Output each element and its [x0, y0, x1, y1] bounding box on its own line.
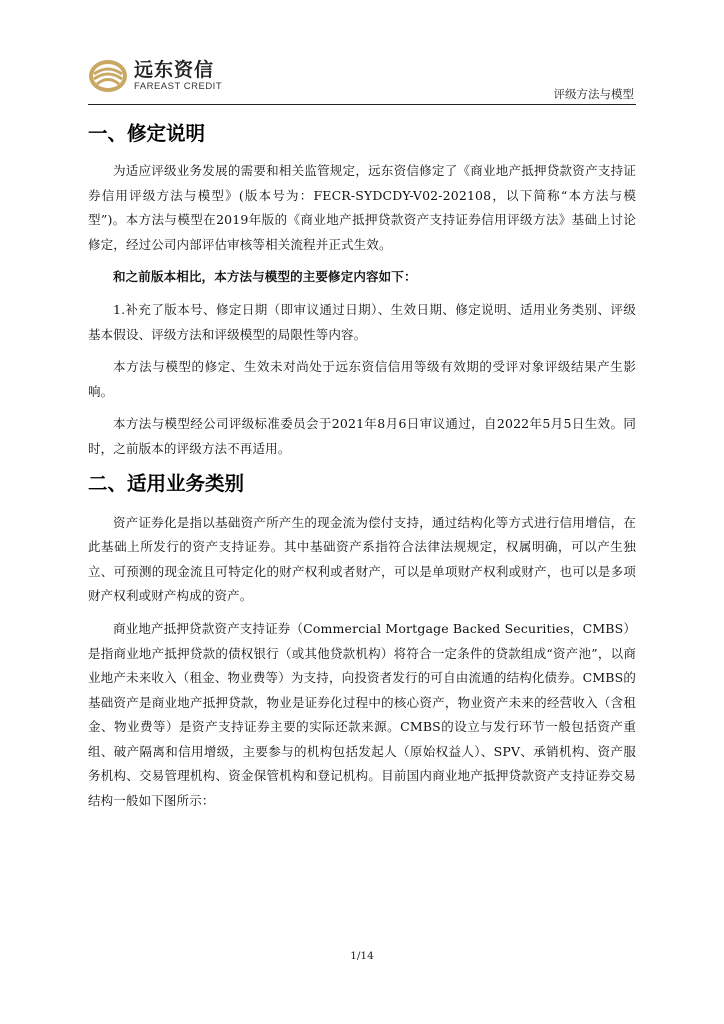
paragraph: 1.补充了版本号、修定日期（即审议通过日期）、生效日期、修定说明、适用业务类别、评级基本假设、评级方法和评级模型的局限性等内容。 — [88, 301, 636, 342]
logo-text — [134, 59, 222, 93]
header-divider — [88, 104, 636, 105]
page-number: 1/14 — [350, 950, 374, 962]
logo-english-name: FAREAST CREDIT — [134, 81, 223, 92]
paragraph: 本方法与模型的修定、生效未对尚处于远东资信信用等级有效期的受评对象评级结果产生影响。 — [88, 359, 636, 399]
paragraph: 资产证券化是指以基础资产所产生的现金流为偿付支持，通过结构化等方式进行信用增信，在此基础上所发行的资产支持证券。其中基础资产系指符合法律法规规定，权属明确，可以产生独立、可预测的现金流且可特定化的财产权利或者财产，可以是单项财产权利或财产，也可以是多项财产权利或财产构成的资产。 — [88, 514, 636, 604]
section-heading-revision-notes: 一、修定说明 — [88, 122, 206, 145]
paragraph: 本方法与模型经公司评级标准委员会于2021年8月6日审议通过，自2022年5月5日生效。同时，之前版本的评级方法不再适用。 — [88, 416, 636, 456]
section-heading-applicable-business: 二、适用业务类别 — [88, 471, 245, 495]
header-document-type: 评级方法与模型 — [553, 87, 634, 101]
paragraph: 商业地产抵押贷款资产支持证券（Commercial Mortgage Backed Securities，CMBS）是指商业地产抵押贷款的债权银行（或其他贷款机构）将符合一定条件的贷款组成“资产池”，以商业地产未来收入（租金、物业费等）为支持，向投资者发行的可自由流通的结构化债券。CMBS的基础资产是商业地产抵押贷款，物业是证券化过程中的核心资产，物业资产未来的经营收入（含租金、物业费等）是资产支持证券主要的实际还款来源。CMBS的设立与发行环节一般包括资产重组、破产隔离和信用增级，主要参与的机构包括发起人（原始权益人）、SPV、承销机构、资产服务机构、交易管理机构、资金保管机构和登记机构。目前国内商业地产抵押贷款资产支持证券交易结构一般如下图所示： — [88, 620, 636, 809]
fareast-credit-logo-icon — [88, 56, 128, 96]
paragraph-bold-lead: 和之前版本相比，本方法与模型的主要修定内容如下： — [113, 269, 417, 285]
company-logo — [88, 56, 222, 96]
page-body — [88, 120, 636, 822]
logo-chinese-name: 远东资信 — [134, 59, 215, 81]
paragraph: 为适应评级业务发展的需要和相关监管规定，远东资信修定了《商业地产抵押贷款资产支持证券信用评级方法与模型》(版本号为：FECR-SYDCDY-V02-202108，以下简称“本方法与模型”)。本方法与模型在2019年版的《商业地产抵押贷款资产支持证券信用评级方法》基础上讨论修定，经过公司内部评估审核等相关流程并正式生效。 — [88, 163, 636, 252]
